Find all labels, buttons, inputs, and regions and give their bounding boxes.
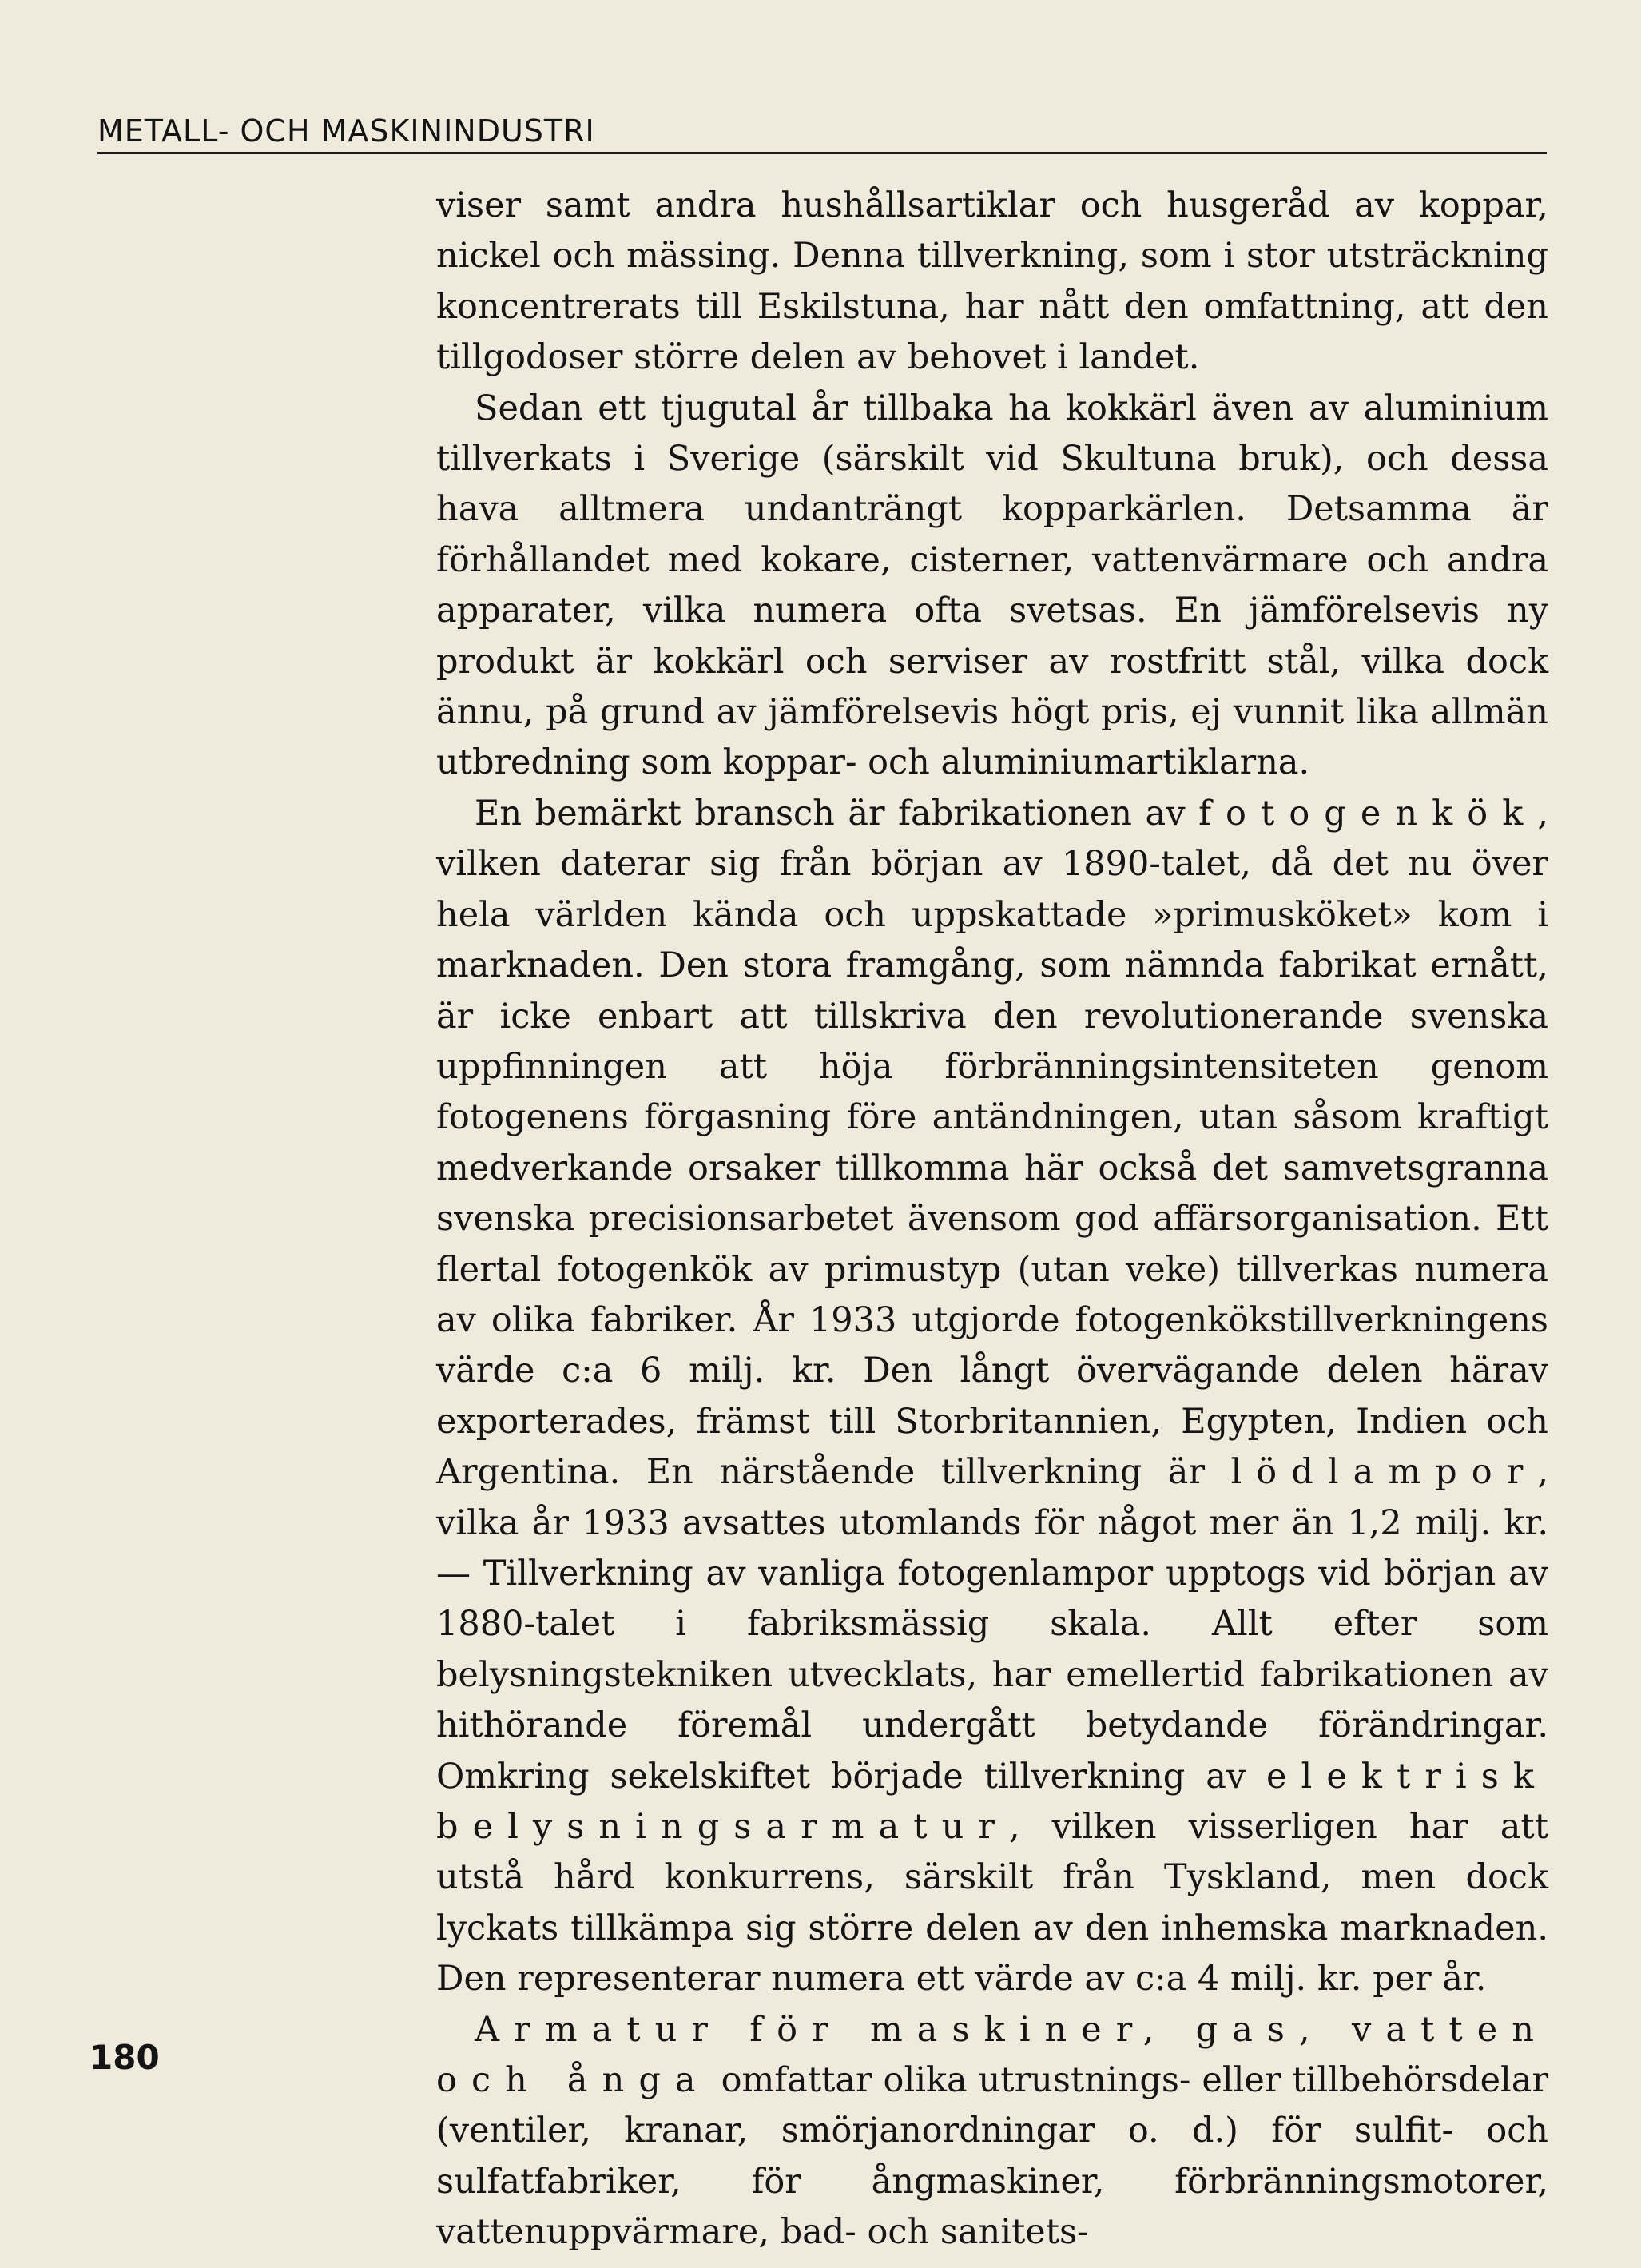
body-text <box>436 181 1548 2258</box>
emphasized-term-armatur: Armatur för maskiner, gas, vatten och ånga <box>436 2009 1548 2101</box>
running-head: METALL- OCH MASKININDUSTRI <box>97 113 595 149</box>
paragraph-1: viser samt andra hushållsartiklar och husgeråd av koppar, nickel och mässing. Denna tillverkning, som i stor utsträckning koncentrerats till Eskilstuna, har nått den omfattning, att den tillgodoser större delen av behovet i landet. <box>436 185 1548 378</box>
paragraph-3-text-a: En bemärkt bransch är fabrikationen av <box>475 793 1199 834</box>
paragraph-3-text-d: , vilken visserligen har att utstå hård konkurrens, särskilt från Tyskland, men dock lyckats tillkämpa sig större delen av den inhemska marknaden. Den representerar numera ett värde av c:a 4 milj. kr. per år. <box>436 1807 1548 1999</box>
emphasized-term-fotogenkok: fotogenkök <box>1198 793 1538 834</box>
emphasized-term-belysningsarmatur: elektrisk belysningsarmatur <box>436 1756 1548 1847</box>
paragraph-4 <box>436 2005 1548 2258</box>
emphasized-term-lodlampor: lödlampor <box>1230 1452 1538 1493</box>
paragraph-4-text-a: omfattar olika utrustnings- eller tillbehörsdelar (ventiler, kranar, smörjanordningar o. d.) för sulfit- och sulfatfabriker, för ångmaskiner, förbränningsmotorer, vattenuppvärmare, bad- och sanitets- <box>436 2060 1548 2253</box>
paragraph-3-text-c: , vilka år 1933 avsattes utomlands för något mer än 1,2 milj. kr. — Tillverkning av vanliga fotogenlampor upptogs vid början av 1880-talet i fabriksmässig skala. Allt efter som belysningstekniken utvecklats, har emellertid fabrikationen av hithörande föremål undergått betydande förändringar. Omkring sekelskiftet började tillverkning av <box>436 1452 1548 1796</box>
page-number: 180 <box>89 2038 160 2077</box>
paragraph-3-text-b: , vilken daterar sig från början av 1890-talet, då det nu över hela världen kända och uppskattade »primusköket» kom i marknaden. Den stora framgång, som nämnda fabrikat ernått, är icke enbart att tillskriva den revolutionerande svenska uppfinningen att höja förbränningsintensiteten genom fotogenens förgasning före antändningen, utan såsom kraftigt medverkande orsaker tillkomma här också det samvetsgranna svenska precisionsarbetet ävensom god affärsorganisation. Ett flertal fotogenkök av primustyp (utan veke) tillverkas numera av olika fabriker. År 1933 utgjorde fotogenkökstillverkningens värde c:a 6 milj. kr. Den långt övervägande delen härav exporterades, främst till Storbritannien, Egypten, Indien och Argentina. En närstående tillverkning är <box>436 793 1548 1493</box>
header-rule <box>97 152 1547 154</box>
paragraph-3 <box>436 789 1548 2005</box>
paragraph-2: Sedan ett tjugutal år tillbaka ha kokkärl även av aluminium tillverkats i Sverige (särskilt vid Skultuna bruk), och dessa hava alltmera undanträngt kopparkärlen. Detsamma är förhållandet med kokare, cisterner, vattenvärmare och andra apparater, vilka numera ofta svetsas. En jämförelsevis ny produkt är kokkärl och serviser av rostfritt stål, vilka dock ännu, på grund av jämförelsevis högt pris, ej vunnit lika allmän utbredning som koppar- och aluminiumartiklarna. <box>436 388 1548 783</box>
